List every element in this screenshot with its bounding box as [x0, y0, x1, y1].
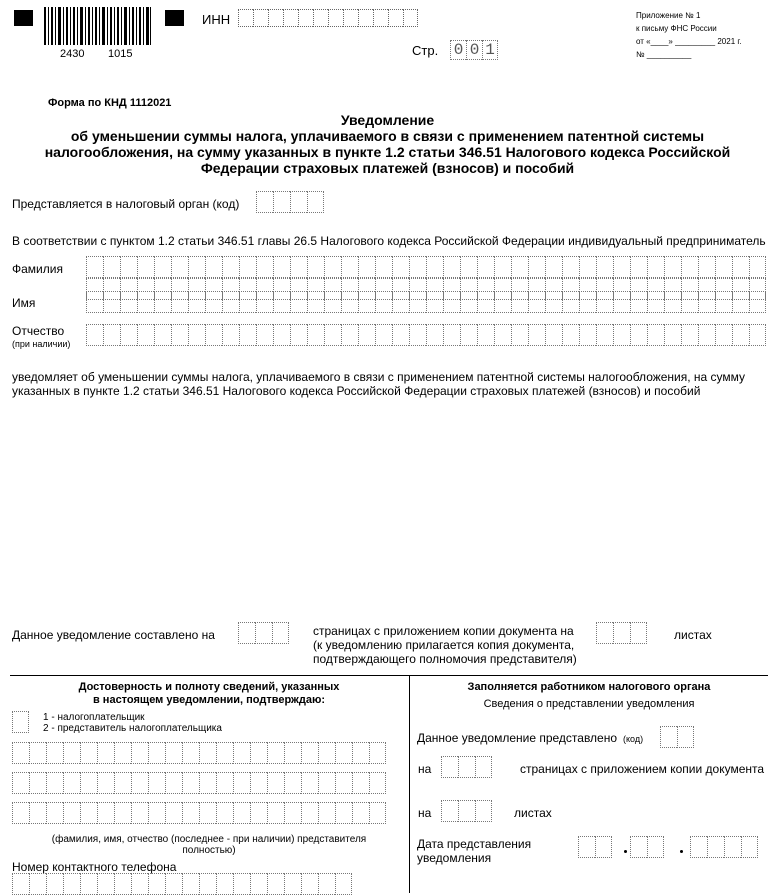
inn-label: ИНН — [202, 12, 231, 27]
date-day-input[interactable] — [578, 836, 612, 858]
notifies-line-2: указанных в пункте 1.2 статьи 346.51 Налогового кодекса Российской Федерации страховых платежей (взносов) и пособий — [12, 384, 701, 398]
option-representative: 2 - представитель налогоплательщика — [43, 723, 222, 734]
surname-input-row-1[interactable] — [86, 256, 766, 278]
tax-authority-code-input[interactable] — [256, 191, 324, 213]
according-text: В соответствии с пунктом 1.2 статьи 346.51 главы 26.5 Налогового кодекса Российской Федерации индивидуальный предприниматель — [12, 234, 766, 248]
representative-name-row-1[interactable] — [12, 742, 386, 764]
presented-label: Данное уведомление представлено — [417, 731, 618, 745]
notifies-text — [12, 370, 745, 398]
submission-date-label-1: Дата представления — [417, 837, 532, 851]
officer-sheets-input[interactable] — [441, 800, 492, 822]
page-digit-1: 0 — [450, 40, 466, 60]
signer-type-input[interactable] — [12, 711, 29, 733]
page-digit-3: 1 — [482, 40, 498, 60]
pages-count-input[interactable] — [238, 622, 289, 644]
surname-label: Фамилия — [12, 262, 63, 276]
patronymic-note: (при наличии) — [12, 339, 71, 349]
submission-date-label — [417, 837, 531, 865]
representative-name-row-3[interactable] — [12, 802, 386, 824]
patronymic-label: Отчество — [12, 324, 65, 338]
confirm-heading — [10, 681, 408, 707]
form-knd: Форма по КНД 1112021 — [48, 97, 172, 109]
appendix-block — [636, 9, 742, 61]
pages-note-1: (к уведомлению прилагается копия документа, — [313, 638, 575, 652]
phone-label: Номер контактного телефона — [12, 860, 177, 874]
representative-name-row-2[interactable] — [12, 772, 386, 794]
on-label-1: на — [418, 762, 432, 776]
confirm-heading-1: Достоверность и полноту сведений, указанных — [78, 681, 340, 693]
officer-pages-copy-label: страницах с приложением копии документа — [520, 762, 765, 776]
on-label-2: на — [418, 806, 432, 820]
appendix-line-2: к письму ФНС России — [636, 24, 717, 33]
name-label: Имя — [12, 296, 36, 310]
appendix-line-4: № __________ — [636, 50, 692, 59]
confirm-heading-2: в настоящем уведомлении, подтверждаю: — [92, 694, 326, 706]
phone-input[interactable] — [12, 873, 352, 895]
pages-note-2: подтверждающего полномочия представителя) — [313, 652, 577, 666]
fio-note-2: полностью) — [182, 845, 236, 856]
tax-authority-label: Представляется в налоговый орган (код) — [12, 197, 240, 211]
option-taxpayer: 1 - налогоплательщик — [43, 712, 145, 723]
presented-code-input[interactable] — [660, 726, 694, 748]
barcode-number-right: 1015 — [108, 48, 133, 60]
pages-with-copy-label: страницах с приложением копии документа на — [313, 624, 574, 638]
officer-pages-input[interactable] — [441, 756, 492, 778]
sheets-count-input[interactable] — [596, 622, 647, 644]
title-line-1: Уведомление — [340, 112, 435, 128]
title-line-3: налогообложения, на сумму указанных в пункте 1.2 статьи 346.51 Налогового кодекса Российской — [44, 144, 731, 160]
appendix-line-3: от «____» _________ 2021 г. — [636, 37, 742, 46]
presented-code-label: (код) — [623, 734, 644, 744]
inn-input[interactable] — [238, 9, 418, 27]
patronymic-input[interactable] — [86, 324, 766, 346]
officer-sheets-label: листах — [514, 806, 552, 820]
corner-marker-right — [165, 10, 184, 26]
title-line-4: Федерации страховых платежей (взносов) и пособий — [200, 160, 575, 176]
tax-officer-heading: Заполняется работником налогового органа — [467, 681, 711, 693]
date-separator-1 — [624, 850, 627, 853]
submission-date-label-2: уведомления — [417, 851, 492, 865]
corner-marker-left — [14, 10, 33, 26]
submission-subheading: Сведения о представлении уведомления — [483, 698, 695, 710]
barcode — [44, 7, 152, 45]
page-label: Стр. — [412, 43, 439, 58]
page-number — [450, 40, 498, 60]
page-digit-2: 0 — [466, 40, 482, 60]
date-month-input[interactable] — [630, 836, 664, 858]
form-title — [0, 112, 775, 176]
fio-note-1: (фамилия, имя, отчество (последнее - при наличии) представителя — [51, 834, 367, 845]
section-divider — [10, 675, 768, 676]
title-line-2: об уменьшении суммы налога, уплачиваемого в связи с применением патентной системы — [70, 128, 705, 144]
fio-note — [10, 834, 408, 856]
composed-label: Данное уведомление составлено на — [12, 628, 215, 642]
name-input-row-1[interactable] — [86, 291, 766, 313]
barcode-number-left: 2430 — [60, 48, 85, 60]
notifies-line-1: уведомляет об уменьшении суммы налога, уплачиваемого в связи с применением патентной системы налогообложения, на сумму — [12, 370, 746, 384]
appendix-line-1: Приложение № 1 — [636, 11, 701, 20]
sheets-label: листах — [674, 628, 712, 642]
date-separator-2 — [680, 850, 683, 853]
date-year-input[interactable] — [690, 836, 758, 858]
